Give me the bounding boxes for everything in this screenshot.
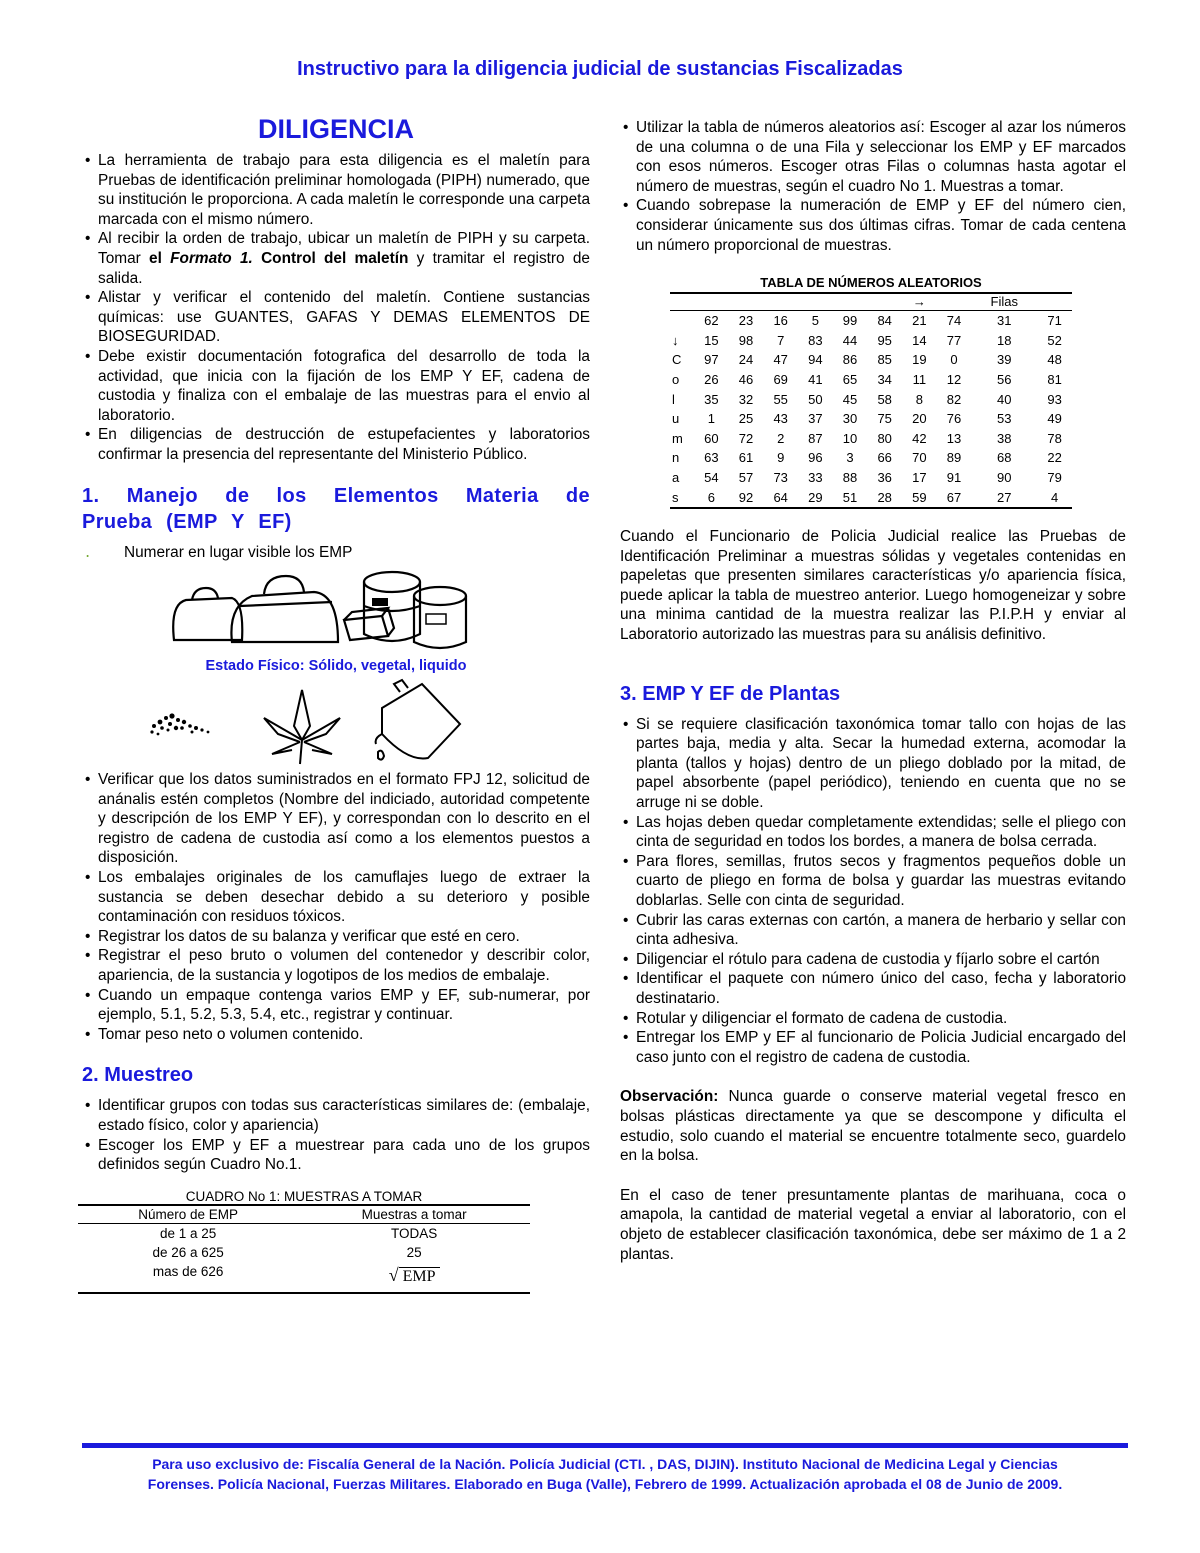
table-cell: 93	[1047, 391, 1062, 407]
table-cell: 69	[773, 371, 788, 387]
table-cell: 92	[738, 489, 754, 505]
table-cell: 41	[808, 371, 823, 387]
list-item: • Alistar y verificar el contenido del maletín. Contiene sustancias químicas: use GUANTES, GAFAS Y DEMAS ELEMENTOS DE BIOSEGURIDAD.	[82, 288, 590, 347]
list-item: • Para flores, semillas, frutos secos y fragmentos pequeños doble un cuarto de pliego en forma de bolsa y guardar las muestras evitando doblarlas. Selle con cinta de seguridad.	[620, 852, 1126, 911]
table-cell: 90	[997, 469, 1012, 485]
sec1-first-list	[82, 543, 590, 563]
table-cell: 31	[997, 313, 1012, 329]
list-item: • Registrar los datos de su balanza y verificar que esté en cero.	[82, 927, 590, 947]
table-cell: 16	[773, 313, 788, 329]
list-item: • Los embalajes originales de los camuflajes luego de extraer la sustancia se deben desechar debido a su deterioro y posible contaminación con residuos tóxicos.	[82, 868, 590, 927]
table-cell: 63	[704, 450, 719, 466]
table-cell: 57	[738, 469, 754, 485]
table-cell: 51	[842, 489, 858, 505]
list-item: • Cubrir las caras externas con cartón, a manera de herbario y sellar con cinta adhesiva.	[620, 911, 1126, 950]
table-row: mas de 626 √ EMP	[78, 1262, 530, 1293]
table-row	[670, 370, 1072, 390]
list-item: • Si se requiere clasificación taxonómica tomar tallo con hojas de las partes baja, media y alta. Secar la humedad externa, acomodar la planta (tallos y hojas) dentro de un pliego doblado por la mitad, de papel absorbente (papel periódico), teniendo en cuenta que no se arruge ni se doble.	[620, 715, 1126, 813]
table-cell: 79	[1047, 469, 1062, 485]
table-cell: 27	[997, 489, 1012, 505]
table-cell: 36	[877, 469, 892, 485]
random-numbers-table-block	[670, 275, 1072, 509]
table-row	[670, 350, 1072, 370]
table-cell: 97	[704, 352, 719, 368]
table-cell: 22	[1047, 450, 1062, 466]
table-cell: 87	[808, 430, 823, 446]
footer-line-1: Para uso exclusivo de: Fiscalía General de la Nación. Policía Judicial (CTI. , DAS, DIJIN). Instituto Nacional de Medicina Legal y Ciencias	[152, 1456, 1058, 1472]
table-cell: 9	[777, 450, 785, 466]
section-3-heading: 3. EMP Y EF de Plantas	[620, 682, 841, 705]
list-item: • Debe existir documentación fotografica del desarrollo de toda la actividad, que inicia con la fijación de los EMP Y EF, cadena de custodia y finaliza con el embalaje de las muestras para el envio al laboratorio.	[82, 347, 590, 425]
list-item: • Verificar que los datos suministrados en el formato FPJ 12, solicitud de anánalis estén completos (Nombre del indiciado, autoridad competente y descripción de los EMP Y EF), y correspondan con lo descrito en el registro de cadena de custodia así como a los elementos puestos a disposición.	[82, 770, 590, 868]
table-cell: 25	[738, 411, 754, 427]
table-cell: 26	[704, 371, 719, 387]
table-cell: 42	[912, 430, 927, 446]
table-cell: 66	[877, 450, 892, 466]
table-cell: 15	[704, 332, 719, 348]
table-cell: 33	[808, 469, 823, 485]
table-cell: 75	[877, 411, 892, 427]
substances-illustration	[82, 678, 590, 768]
bags-and-drums-icon	[82, 562, 590, 658]
row-label: o	[672, 371, 680, 387]
footer-line-2: Forenses. Policía Nacional, Fuerzas Militares. Elaborado en Buga (Valle), Febrero de 1999. Actualización aprobada el 08 de Junio de 2009.	[147, 1476, 1063, 1492]
table-cell: 88	[842, 469, 858, 485]
table-cell: 14	[912, 332, 927, 348]
diligencia-heading: DILIGENCIA	[257, 114, 414, 144]
list-item: • Cuando sobrepase la numeración de EMP y EF del número cien, considerar únicamente sus dos últimas cifras. Tomar de cada centena un número proporcional de muestras.	[620, 196, 1126, 255]
cuadro-header: Número de EMP	[78, 1205, 298, 1224]
list-item: • Las hojas deben quedar completamente extendidas; selle el pliego con cinta de seguridad en todos los bordes, a manera de bolsa cerrada.	[620, 813, 1126, 852]
table-cell: 59	[912, 489, 927, 505]
table-cell: 49	[1047, 411, 1062, 427]
table-cell: 46	[738, 371, 754, 387]
right-bullet-list	[620, 118, 1126, 255]
table-cell: 95	[877, 332, 892, 348]
table-cell: 24	[738, 352, 754, 368]
row-label: s	[672, 489, 679, 505]
row-label: C	[672, 352, 682, 368]
table-cell: 5	[811, 313, 819, 329]
table-cell: 40	[997, 391, 1012, 407]
table-row: de 26 a 625 25	[152, 1244, 422, 1260]
intro-bullet-list	[82, 151, 590, 465]
table-cell: 38	[997, 430, 1012, 446]
list-item: • Rotular y diligenciar el formato de cadena de custodia.	[620, 1009, 1126, 1029]
table-cell: 8	[915, 391, 923, 407]
table-cell: 19	[912, 352, 927, 368]
table-cell: 7	[777, 332, 785, 348]
table-cell: 20	[912, 411, 927, 427]
list-item: • Identificar el paquete con número único del caso, fecha y laboratorio destinatario.	[620, 969, 1126, 1008]
table-cell: 4	[1050, 489, 1059, 505]
table-cell: 12	[946, 371, 962, 387]
table-row	[670, 331, 1072, 351]
table-cell: 71	[1047, 313, 1062, 329]
table-cell: 72	[738, 430, 754, 446]
left-column	[82, 110, 590, 1294]
list-item: • Tomar peso neto o volumen contenido.	[82, 1025, 590, 1045]
list-item: • En diligencias de destrucción de estupefacientes y laboratorios confirmar la presencia del representante del Ministerio Público.	[82, 425, 590, 464]
table-cell: 17	[912, 469, 927, 485]
table-cell: 50	[808, 391, 823, 407]
cuadro-table	[78, 1204, 530, 1294]
table-cell: 68	[997, 450, 1012, 466]
list-item: • Identificar grupos con todas sus características similares de: (embalaje, estado físico, color y apariencia)	[82, 1096, 590, 1135]
table-cell: 47	[773, 352, 788, 368]
table-cell: 13	[946, 430, 962, 446]
table-cell: 35	[704, 391, 719, 407]
cuadro-title: CUADRO No 1: MUESTRAS A TOMAR	[185, 1188, 423, 1204]
table-cell: 18	[997, 332, 1012, 348]
table-cell: 54	[704, 469, 719, 485]
list-item: • Al recibir la orden de trabajo, ubicar un maletín de PIPH y su carpeta. Tomar el Formato 1. Control del maletín y tramitar el registro de salida.	[82, 229, 590, 288]
table-cell: 52	[1047, 332, 1062, 348]
table-cell: 11	[912, 371, 927, 387]
table-row	[670, 311, 1072, 331]
table-cell: 73	[773, 469, 788, 485]
list-item: • Escoger los EMP y EF a muestrear para cada uno de los grupos definidos según Cuadro No.1.	[82, 1136, 590, 1175]
table-row	[670, 409, 1072, 429]
table-row	[670, 429, 1072, 449]
table-cell: 21	[912, 313, 927, 329]
row-label: m	[672, 430, 683, 446]
table-cell: 99	[842, 313, 858, 329]
list-item: • Utilizar la tabla de números aleatorios así: Escoger al azar los números de una columna o de una Fila y seleccionar los EMP y EF marcados con esos números. Escoger otras Filas o columnas hasta agotar el número de muestras, según el cuadro No 1. Muestras a tomar.	[620, 118, 1126, 196]
row-label: l	[672, 391, 675, 407]
table-cell: 85	[877, 352, 892, 368]
cuadro-header: Muestras a tomar	[298, 1205, 530, 1224]
containers-illustration	[82, 562, 590, 658]
table-cell: 29	[808, 489, 823, 505]
arrow-down-icon: ↓	[672, 332, 679, 348]
table-cell: 55	[773, 391, 788, 407]
right-column	[620, 118, 1126, 1264]
table-cell: 53	[997, 411, 1012, 427]
table-row: de 1 a 25 TODAS	[159, 1225, 438, 1241]
table-cell: 30	[842, 411, 858, 427]
final-paragraph: En el caso de tener presuntamente plantas de marihuana, coca o amapola, la cantidad de material vegetal a enviar al laboratorio, con el objeto de establecer clasificación taxonómica, debe ser máximo de 1 a 2 plantas.	[620, 1186, 1126, 1263]
table-cell: 56	[997, 371, 1012, 387]
table-row	[670, 488, 1072, 509]
table-cell: 45	[842, 391, 858, 407]
table-cell: 2	[777, 430, 785, 446]
table-cell: 62	[704, 313, 719, 329]
list-item: • Registrar el peso bruto o volumen del contenedor y describir color, apariencia, de la sustancia y logotipos de los medios de embalaje.	[82, 946, 590, 985]
list-item: • Cuando un empaque contenga varios EMP y EF, sub-numerar, por ejemplo, 5.1, 5.2, 5.3, 5.4, etc., registrar y continuar.	[82, 986, 590, 1025]
sec1-bullet-list	[82, 770, 590, 1044]
table-cell: 10	[842, 430, 858, 446]
table-row	[670, 468, 1072, 488]
table-cell: 65	[842, 371, 858, 387]
section-1-heading: 1. Manejo de los Elementos Materia de Prueba (EMP Y EF)	[82, 484, 590, 533]
table-cell: 94	[808, 352, 823, 368]
table-cell: 48	[1047, 352, 1062, 368]
table-cell: 1	[707, 411, 715, 427]
table-cell: 61	[738, 450, 754, 466]
table-cell: 98	[738, 332, 754, 348]
table-cell: 58	[877, 391, 892, 407]
row-label: a	[672, 469, 680, 485]
list-item: ․ Numerar en lugar visible los EMP	[82, 543, 590, 563]
table-cell: 6	[707, 489, 715, 505]
table-cell: 32	[738, 391, 754, 407]
table-row	[670, 448, 1072, 468]
row-label: u	[672, 411, 680, 427]
table-cell: 34	[877, 371, 892, 387]
estado-fisico-caption: Estado Físico: Sólido, vegetal, liquido	[205, 658, 467, 675]
table-cell: 60	[704, 430, 719, 446]
powder-leaf-liquid-icon	[82, 678, 590, 768]
table-cell: 78	[1047, 430, 1062, 446]
table-cell: 84	[877, 313, 892, 329]
table-cell: 77	[946, 332, 962, 348]
table-cell: 43	[773, 411, 788, 427]
sec2-bullet-list	[82, 1096, 590, 1174]
row-label: n	[672, 450, 680, 466]
table-cell: 67	[946, 489, 962, 505]
table-cell: 80	[877, 430, 892, 446]
table-cell: 0	[950, 352, 958, 368]
filas-label: Filas	[971, 293, 1037, 311]
table-cell: 81	[1047, 371, 1062, 387]
arrow-right-icon: →	[902, 293, 937, 311]
list-item: • La herramienta de trabajo para esta diligencia es el maletín para Pruebas de identificación preliminar homologada (PIPH) numerado, que su institución le proporciona. A cada maletín le corresponde una carpeta marcada con el mismo número.	[82, 151, 590, 229]
sec3-bullet-list	[620, 715, 1126, 1068]
table-cell: 70	[912, 450, 927, 466]
section-2-heading: 2. Muestreo	[82, 1064, 194, 1087]
table-cell: 83	[808, 332, 823, 348]
after-table-paragraph: Cuando el Funcionario de Policia Judicial realice las Pruebas de Identificación Preliminar a muestras sólidas y vegetales contenidas en papeletas que presenten similares características y/o apariencia física, puede aplicar la tabla de muestreo anterior. Luego homogeneizar y sobre una minima cantidad de la muestra realizar las P.I.P.H y enviar al Laboratorio autorizado las muestras para su análisis definitivo.	[620, 528, 1126, 644]
random-table-title: TABLA DE NÚMEROS ALEATORIOS	[760, 275, 982, 291]
sqrt-icon: √	[388, 1264, 399, 1285]
table-cell: 28	[877, 489, 892, 505]
table-cell: 23	[738, 313, 754, 329]
table-cell: 39	[997, 352, 1012, 368]
document-title: Instructivo para la diligencia judicial de sustancias Fiscalizadas	[297, 58, 903, 80]
table-cell: 74	[946, 313, 962, 329]
random-numbers-table	[670, 292, 1072, 509]
list-item: • Entregar los EMP y EF al funcionario de Policia Judicial encargado del caso junto con el registro de cadena de custodia.	[620, 1028, 1126, 1067]
cuadro-muestras	[78, 1189, 530, 1294]
table-cell: 76	[946, 411, 962, 427]
table-cell: 86	[842, 352, 858, 368]
table-cell: 82	[946, 391, 962, 407]
table-cell: 89	[946, 450, 962, 466]
table-cell: 3	[846, 450, 854, 466]
table-row	[670, 390, 1072, 410]
row-label	[670, 311, 694, 331]
table-cell: 96	[808, 450, 823, 466]
list-item: • Diligenciar el rótulo para cadena de custodia y fíjarlo sobre el cartón	[620, 950, 1126, 970]
footer	[82, 1443, 1128, 1494]
observation-paragraph: Observación: Nunca guarde o conserve material vegetal fresco en bolsas plásticas directamente ya que se descompone y dificulta el estudio, solo cuando el material se encuentre totalmente seco, guardelo en la bolsa.	[620, 1088, 1126, 1165]
table-cell: 64	[773, 489, 788, 505]
table-cell: 91	[946, 469, 962, 485]
table-cell: 37	[808, 411, 823, 427]
table-cell: 44	[842, 332, 858, 348]
